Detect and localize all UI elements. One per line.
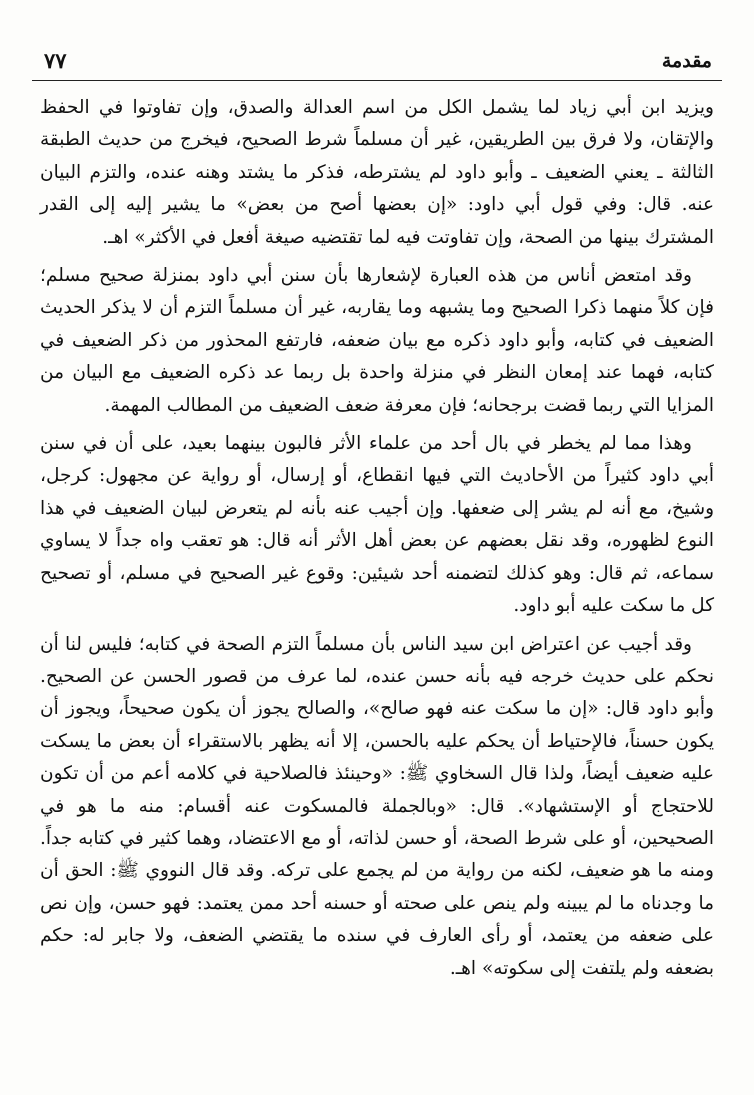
header-rule — [32, 80, 722, 81]
page-header — [30, 46, 724, 76]
page-number: ٧٧ — [44, 48, 67, 73]
paragraph-4: وقد أجيب عن اعتراض ابن سيد الناس بأن مسلماً التزم الصحة في كتابه؛ فليس لنا أن نحكم على حديث خرجه فيه بأنه حسن عنده، لما عرف من قصور الحسن عن الصحيح. وأبو داود قال: «إن ما سكت عنه فهو صالح»، والصالح يجوز أن يكون صحيحاً، ويجوز أن يكون حسناً، فالإحتياط أن يحكم عليه بالحسن، إلا أنه يظهر بالاستقراء أن بعض ما يسكت عليه ضعيف أيضاً، ولذا قال السخاوي ﷺ: «وحينئذ فالصلاحية في كلامه أعم من أن تكون للاحتجاج أو الإستشهاد». قال: «وبالجملة فالمسكوت عنه أقسام: منه ما هو في الصحيحين، أو على شرط الصحة، أو حسن لذاته، أو مع الاعتضاد، وهما كثير في كتابه جداً. ومنه ما هو ضعيف، لكنه من رواية من لم يجمع على تركه. وقد قال النووي ﷺ: الحق أن ما وجدناه ما لم يبينه ولم ينص على صحته أو حسنه أحد ممن يعتمد: فهو حسن، وإن نص على ضعفه من يعتمد، أو رأى العارف في سنده ما يقتضي الضعف، ولا جابر له: حكم بضعفه ولم يلتفت إلى سكوته» اهـ. — [40, 633, 714, 979]
paragraph-1: ويزيد ابن أبي زياد لما يشمل الكل من اسم العدالة والصدق، وإن تفاوتوا في الحفظ والإتقان، ولا فرق بين الطريقين، غير أن مسلماً شرط الصحيح، فيخرج من حديث الطبقة الثالثة ـ يعني الضعيف ـ وأبو داود لم يشترطه، فذكر ما يشتد وهنه عنده، والتزم البيان عنه. قال: وفي قول أبي داود: «إن بعضها أصح من بعض» ما يشير إليه إلى القدر المشترك بينها من الصحة، وإن تفاوتت فيه لما تقتضيه صيغة أفعل في الأكثر» اهـ. — [40, 97, 714, 248]
paragraph-3: وهذا مما لم يخطر في بال أحد من علماء الأثر فالبون بينهما بعيد، على أن في سنن أبي داود كثيراً من الأحاديث التي فيها انقطاع، أو إرسال، أو رواية عن مجهول: كرجل، وشيخ، مع أنه لم يشر إلى ضعفها. وإن أجيب عنه بأنه لم يتعرض لبيان الضعيف في هذا النوع لظهوره، وقد نقل بعضهم عن بعض أهل الأثر أنه قال: هو تعقب واه جداً لا يساوي سماعه، ثم قال: وهو كذلك لتضمنه أحد شيئين: وقوع غير الصحيح في مسلم، أو تصحيح كل ما سكت عليه أبو داود. — [40, 433, 714, 617]
body-text — [40, 92, 714, 985]
running-title: مقدمة — [661, 50, 712, 72]
paragraph-2: وقد امتعض أناس من هذه العبارة لإشعارها بأن سنن أبي داود بمنزلة صحيح مسلم؛ فإن كلاً منهما ذكرا الصحيح وما يشبهه وما يقاربه، غير أن مسلماً التزم أن لا يذكر الحديث الضعيف في كتابه، وأبو داود ذكره مع بيان ضعفه، فارتفع المحذور من ذكر الضعيف في كتابه، فهما عند إمعان النظر في منزلة واحدة بل ربما عد ذكره الضعيف مع البيان من المزايا التي ربما قضت برجحانه؛ فإن معرفة ضعف الضعيف من المطالب المهمة. — [40, 265, 714, 416]
